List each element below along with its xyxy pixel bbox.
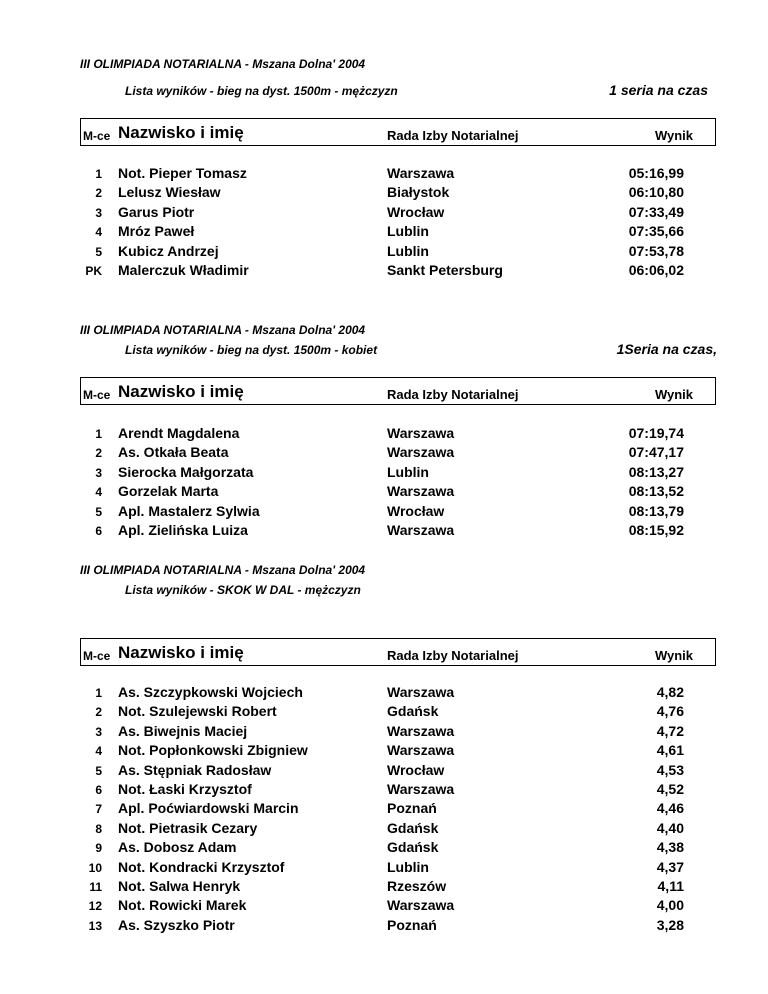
table-row <box>0 464 768 483</box>
place-cell: 2 <box>95 186 102 201</box>
table-row <box>0 839 768 858</box>
table-row <box>0 223 768 242</box>
series-label: 1Seria na czas, <box>616 341 717 357</box>
result-cell: 4,82 <box>656 684 684 700</box>
section-title: III OLIMPIADA NOTARIALNA - Mszana Dolna' 2004 <box>80 323 366 337</box>
result-cell: 08:15,92 <box>628 521 684 538</box>
name-cell: Malerczuk Władimir <box>118 261 249 278</box>
table-row <box>0 762 768 781</box>
section-title: III OLIMPIADA NOTARIALNA - Mszana Dolna' 2004 <box>80 57 366 71</box>
table-row <box>0 878 768 897</box>
chamber-cell: Warszawa <box>387 780 455 797</box>
name-cell: As. Biwejnis Maciej <box>118 722 248 739</box>
table-row <box>0 522 768 541</box>
place-cell: 4 <box>95 485 102 500</box>
chamber-cell: Warszawa <box>387 684 455 700</box>
table-row <box>0 917 768 936</box>
table-row <box>0 483 768 502</box>
place-cell: 9 <box>95 841 102 856</box>
chamber-cell: Wrocław <box>387 761 445 778</box>
place-cell: 1 <box>95 427 102 441</box>
header-position: M-ce <box>83 388 111 402</box>
header-name: Nazwisko i imię <box>118 382 244 401</box>
results-table-body <box>0 165 768 281</box>
name-cell: As. Dobosz Adam <box>118 839 237 856</box>
header-chamber: Rada Izby Notarialnej <box>387 648 519 663</box>
name-cell: Apl. Zielińska Luiza <box>118 521 248 538</box>
name-cell: Mróz Paweł <box>118 223 195 240</box>
name-cell: As. Szczypkowski Wojciech <box>118 684 303 700</box>
chamber-cell: Poznań <box>387 916 437 933</box>
table-row <box>0 897 768 916</box>
results-table-body <box>0 425 768 541</box>
result-cell: 07:47,17 <box>628 444 684 461</box>
name-cell: Garus Piotr <box>118 203 195 220</box>
table-row <box>0 800 768 819</box>
result-cell: 4,76 <box>656 703 684 720</box>
name-cell: Not. Pieper Tomasz <box>118 165 247 181</box>
name-cell: Not. Salwa Henryk <box>118 877 241 894</box>
name-cell: Apl. Poćwiardowski Marcin <box>118 800 299 817</box>
section-subtitle: Lista wyników - SKOK W DAL - mężczyzn <box>125 583 361 597</box>
header-chamber: Rada Izby Notarialnej <box>387 128 519 143</box>
chamber-cell: Lublin <box>387 242 429 259</box>
chamber-cell: Warszawa <box>387 483 455 500</box>
results-table-body <box>0 684 768 936</box>
result-cell: 07:35,66 <box>628 223 684 240</box>
table-header <box>80 638 716 666</box>
header-name: Nazwisko i imię <box>118 123 244 142</box>
result-cell: 06:10,80 <box>628 184 684 201</box>
result-cell: 4,11 <box>657 877 684 894</box>
result-cell: 4,46 <box>656 800 684 817</box>
series-label: 1 seria na czas <box>609 82 708 98</box>
place-cell: 12 <box>88 899 102 914</box>
table-row <box>0 723 768 742</box>
result-cell: 4,00 <box>656 897 684 914</box>
section-subtitle: Lista wyników - bieg na dyst. 1500m - kobiet <box>125 343 378 357</box>
table-row <box>0 243 768 262</box>
result-cell: 07:53,78 <box>628 242 684 259</box>
chamber-cell: Rzeszów <box>387 877 447 894</box>
place-cell: 5 <box>95 763 102 778</box>
place-cell: 4 <box>95 225 102 240</box>
table-row <box>0 684 768 703</box>
place-cell: 7 <box>95 802 102 817</box>
place-cell: 2 <box>95 705 102 720</box>
table-row <box>0 262 768 281</box>
place-cell: 5 <box>95 244 102 259</box>
table-row <box>0 820 768 839</box>
table-row <box>0 781 768 800</box>
chamber-cell: Wrocław <box>387 502 445 519</box>
place-cell: 2 <box>95 446 102 461</box>
chamber-cell: Wrocław <box>387 203 445 220</box>
chamber-cell: Gdańsk <box>387 703 439 720</box>
header-position: M-ce <box>83 129 111 143</box>
place-cell: 1 <box>95 686 102 700</box>
place-cell: 6 <box>95 782 102 797</box>
name-cell: Not. Rowicki Marek <box>118 897 247 914</box>
header-result: Wynik <box>654 648 693 663</box>
chamber-cell: Warszawa <box>387 521 455 538</box>
name-cell: Apl. Mastalerz Sylwia <box>118 502 260 519</box>
chamber-cell: Lublin <box>387 858 429 875</box>
section-subtitle: Lista wyników - bieg na dyst. 1500m - mężczyzn <box>125 84 398 98</box>
header-result: Wynik <box>654 387 693 402</box>
place-cell: 13 <box>88 918 102 933</box>
result-cell: 08:13,52 <box>628 483 684 500</box>
result-cell: 4,38 <box>656 839 684 856</box>
table-header <box>80 118 716 146</box>
name-cell: Sierocka Małgorzata <box>118 463 254 480</box>
result-cell: 4,72 <box>656 722 684 739</box>
table-row <box>0 425 768 444</box>
result-cell: 07:19,74 <box>628 425 684 441</box>
name-cell: As. Otkała Beata <box>118 444 229 461</box>
name-cell: Kubicz Andrzej <box>118 242 219 259</box>
name-cell: Not. Popłonkowski Zbigniew <box>118 742 308 759</box>
header-name: Nazwisko i imię <box>118 643 244 662</box>
result-cell: 4,53 <box>656 761 684 778</box>
table-header <box>80 377 716 405</box>
place-cell: 6 <box>95 523 102 538</box>
result-cell: 4,40 <box>656 819 684 836</box>
place-cell: 1 <box>95 167 102 181</box>
chamber-cell: Warszawa <box>387 897 455 914</box>
name-cell: Not. Kondracki Krzysztof <box>118 858 285 875</box>
table-row <box>0 859 768 878</box>
chamber-cell: Warszawa <box>387 444 455 461</box>
table-row <box>0 703 768 722</box>
result-cell: 4,52 <box>656 780 684 797</box>
chamber-cell: Lublin <box>387 223 429 240</box>
table-row <box>0 503 768 522</box>
table-row <box>0 204 768 223</box>
name-cell: Not. Szulejewski Robert <box>118 703 277 720</box>
name-cell: Not. Łaski Krzysztof <box>118 780 252 797</box>
table-row <box>0 444 768 463</box>
table-row <box>0 184 768 203</box>
chamber-cell: Warszawa <box>387 165 455 181</box>
name-cell: Lelusz Wiesław <box>118 184 221 201</box>
chamber-cell: Gdańsk <box>387 839 439 856</box>
place-cell: 5 <box>95 504 102 519</box>
chamber-cell: Białystok <box>387 184 450 201</box>
header-result: Wynik <box>654 128 693 143</box>
chamber-cell: Lublin <box>387 463 429 480</box>
result-cell: 3,28 <box>656 916 684 933</box>
chamber-cell: Warszawa <box>387 722 455 739</box>
name-cell: As. Szyszko Piotr <box>118 916 235 933</box>
name-cell: Arendt Magdalena <box>118 425 240 441</box>
place-cell: 3 <box>95 724 102 739</box>
place-cell: 8 <box>95 821 102 836</box>
name-cell: Gorzelak Marta <box>118 483 219 500</box>
section-title: III OLIMPIADA NOTARIALNA - Mszana Dolna' 2004 <box>80 563 366 577</box>
result-cell: 4,61 <box>656 742 684 759</box>
result-cell: 07:33,49 <box>628 203 684 220</box>
table-row <box>0 742 768 761</box>
result-cell: 08:13,79 <box>628 502 684 519</box>
place-cell: 11 <box>89 879 102 894</box>
name-cell: Not. Pietrasik Cezary <box>118 819 258 836</box>
result-cell: 4,37 <box>656 858 684 875</box>
result-cell: 05:16,99 <box>628 165 684 181</box>
chamber-cell: Gdańsk <box>387 819 439 836</box>
table-row <box>0 165 768 184</box>
result-cell: 06:06,02 <box>628 261 684 278</box>
place-cell: 3 <box>95 465 102 480</box>
header-chamber: Rada Izby Notarialnej <box>387 387 519 402</box>
name-cell: As. Stępniak Radosław <box>118 761 272 778</box>
place-cell: 10 <box>88 860 102 875</box>
chamber-cell: Warszawa <box>387 425 455 441</box>
chamber-cell: Sankt Petersburg <box>387 261 503 278</box>
result-cell: 08:13,27 <box>628 463 684 480</box>
chamber-cell: Poznań <box>387 800 437 817</box>
chamber-cell: Warszawa <box>387 742 455 759</box>
place-cell: PK <box>85 263 102 278</box>
place-cell: 4 <box>95 744 102 759</box>
place-cell: 3 <box>95 205 102 220</box>
header-position: M-ce <box>83 649 111 663</box>
